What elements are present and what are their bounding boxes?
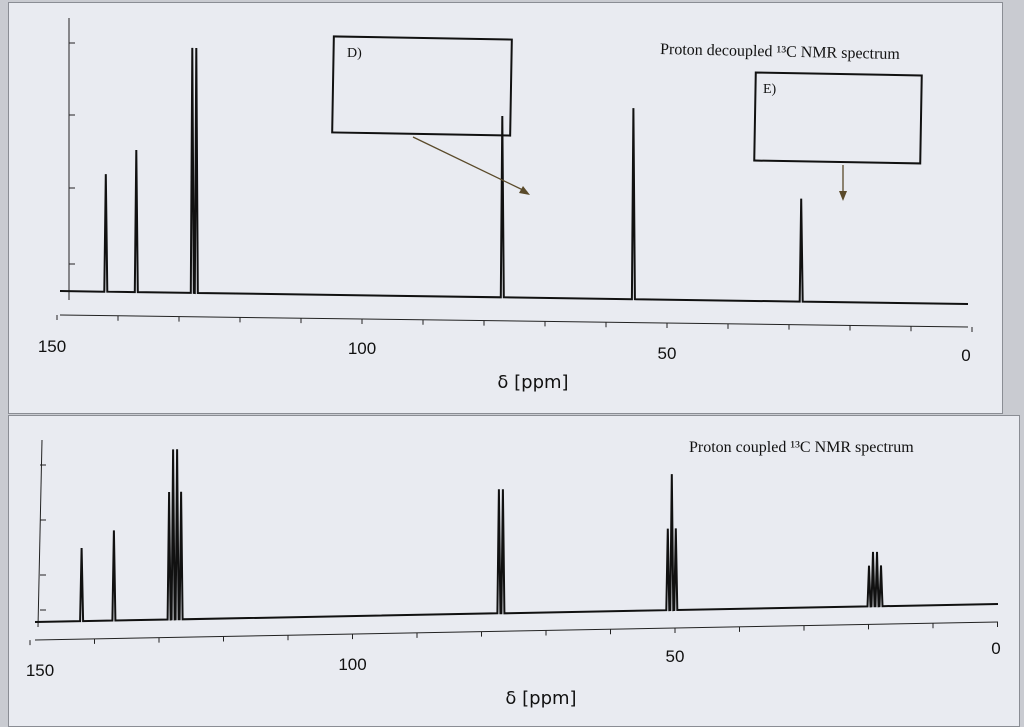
answer-box-d-label: D) (347, 46, 362, 61)
chart-title: Proton coupled ¹³C NMR spectrum (689, 439, 914, 456)
x-tick-label-0: 0 (991, 639, 1000, 658)
x-tick-label-150: 150 (26, 661, 54, 680)
x-axis-label: δ [ppm] (505, 688, 576, 709)
x-tick-label-100: 100 (348, 339, 376, 358)
spectrum-trace (35, 449, 998, 622)
x-tick-label-150: 150 (38, 337, 66, 356)
left-axis (38, 440, 42, 627)
x-tick-label-0: 0 (961, 346, 970, 365)
x-tick-label-50: 50 (658, 344, 677, 363)
chart-title: Proton decoupled ¹³C NMR spectrum (660, 41, 901, 63)
answer-box-e-label: E) (763, 82, 777, 97)
x-tick-label-50: 50 (666, 647, 685, 666)
x-axis-label: δ [ppm] (497, 372, 568, 393)
x-tick-label-100: 100 (338, 655, 366, 674)
x-axis (35, 622, 998, 640)
